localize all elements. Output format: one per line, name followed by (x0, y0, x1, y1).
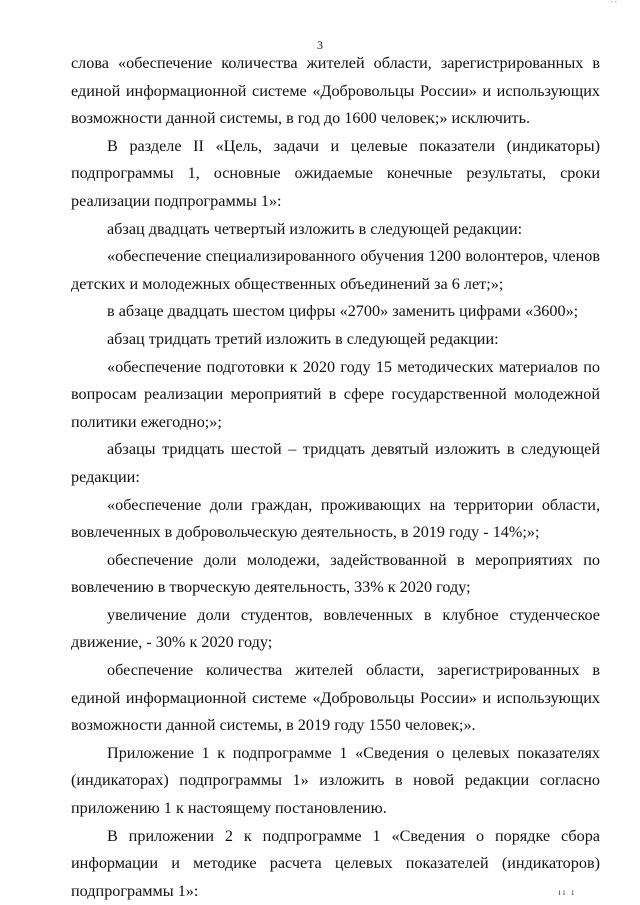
paragraph-8: абзацы тридцать шестой – тридцать девятый изложить в следующей редакции: (71, 440, 600, 486)
scan-corner-mark: ´´ (610, 0, 618, 9)
paragraph-9: «обеспечение доли граждан, проживающих на территории области, вовлеченных в добровольческую деятельность, в 2019 году - 14%;»; (71, 495, 600, 542)
paragraph-7: «обеспечение подготовки к 2020 году 15 методических материалов по вопросам реализации мероприятий в сфере государственной молодежной политики ежегодно;»; (71, 357, 600, 431)
paragraph-6: абзац тридцать третий изложить в следующей редакции: (107, 329, 499, 348)
paragraph-2: В разделе II «Цель, задачи и целевые показатели (индикаторы) подпрограммы 1, основные ожидаемые конечные результаты, сроки реализации подпрограммы 1»: (71, 136, 600, 210)
paragraph-12: обеспечение количества жителей области, зарегистрированных в единой информационной системе «Добровольцы России» и использующих возможности данной системы, в 2019 году 1550 человек;». (71, 661, 600, 735)
document-body (71, 50, 600, 905)
scan-bottom-mark: ıı ı (558, 887, 576, 897)
paragraph-14: В приложении 2 к подпрограмме 1 «Сведения о порядке сбора информации и методике расчета целевых показателей (индикаторов) подпрограммы 1»: (71, 826, 600, 900)
paragraph-4: «обеспечение специализированного обучения 1200 волонтеров, членов детских и молодежных общественных объединений за 6 лет;»; (71, 247, 600, 293)
paragraph-13: Приложение 1 к подпрограмме 1 «Сведения о целевых показателях (индикаторах) подпрограммы 1» изложить в новой редакции согласно приложению 1 к настоящему постановлению. (71, 743, 600, 818)
paragraph-10: обеспечение доли молодежи, задействованной в мероприятиях по вовлечению в творческую деятельность, 33% к 2020 году; (71, 550, 600, 597)
paragraph-5: в абзаце двадцать шестом цифры «2700» заменить цифрами «3600»; (107, 302, 579, 321)
paragraph-3: абзац двадцать четвертый изложить в следующей редакции: (107, 219, 523, 238)
paragraph-11: увеличение доли студентов, вовлеченных в клубное студенческое движение, - 30% к 2020 году; (71, 605, 600, 652)
paragraph-1: слова «обеспечение количества жителей области, зарегистрированных в единой информационной системе «Добровольцы России» и использующих возможности данной системы, в год до 1600 человек;» исключить. (71, 54, 600, 128)
page-number: 3 (317, 38, 323, 52)
